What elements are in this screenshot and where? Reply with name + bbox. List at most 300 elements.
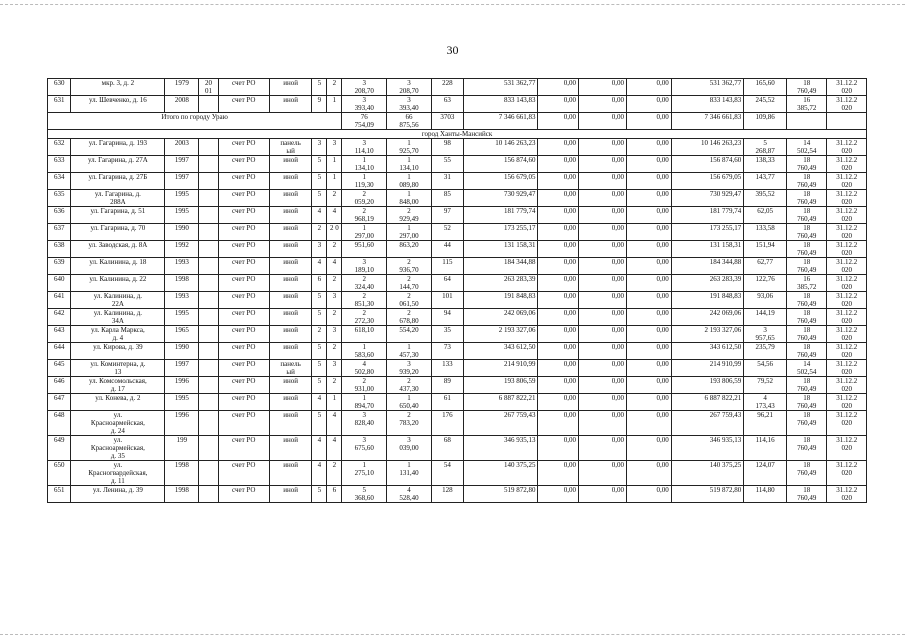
- wall-material: иной: [269, 224, 312, 241]
- cost-total: 140 375,25: [463, 461, 538, 486]
- max-cost-per-sqm: 14 502,54: [786, 139, 827, 156]
- scan-bottom-edge: [0, 634, 905, 635]
- residents: 89: [431, 377, 463, 394]
- commission-year: [199, 258, 218, 275]
- living-area: 1 848,00: [387, 190, 432, 207]
- row-number: 651: [48, 486, 71, 503]
- completion-date: 31.12.2 020: [827, 258, 867, 275]
- build-year: 1992: [165, 241, 199, 258]
- cost-per-sqm: 122,76: [744, 275, 787, 292]
- funds-federal: 0,00: [538, 360, 579, 377]
- total-area: 4 502,80: [342, 360, 387, 377]
- table-row: [48, 207, 867, 224]
- funds-federal: 0,00: [538, 343, 579, 360]
- completion-date: 31.12.2 020: [827, 377, 867, 394]
- account-type: счет РО: [218, 326, 269, 343]
- account-type: счет РО: [218, 96, 269, 113]
- floors: 5: [312, 343, 327, 360]
- build-year: 2003: [165, 139, 199, 156]
- account-type: счет РО: [218, 173, 269, 190]
- cost-per-sqm: 4 173,43: [744, 394, 787, 411]
- address: ул. Гагарина, д. 51: [71, 207, 165, 224]
- account-type: счет РО: [218, 436, 269, 461]
- living-area: 2 678,80: [387, 309, 432, 326]
- commission-year: [199, 173, 218, 190]
- table-row: [48, 436, 867, 461]
- funds-regional: 0,00: [579, 258, 627, 275]
- funds-federal: 0,00: [538, 394, 579, 411]
- floors: 2: [312, 326, 327, 343]
- completion-date: 31.12.2 020: [827, 139, 867, 156]
- cost-per-sqm: 114,16: [744, 436, 787, 461]
- residents: 133: [431, 360, 463, 377]
- commission-year: 20 01: [199, 79, 218, 96]
- account-type: счет РО: [218, 79, 269, 96]
- total-area: 76 754,09: [342, 113, 387, 130]
- owners-funds: 156 874,60: [671, 156, 744, 173]
- funds-federal: 0,00: [538, 96, 579, 113]
- living-area: 1 297,00: [387, 224, 432, 241]
- funds-federal: 0,00: [538, 207, 579, 224]
- commission-year: [199, 377, 218, 394]
- table-row: [48, 96, 867, 113]
- wall-material: иной: [269, 486, 312, 503]
- row-number: 646: [48, 377, 71, 394]
- page-number: 30: [446, 43, 459, 57]
- table-row: [48, 343, 867, 360]
- commission-year: [199, 139, 218, 156]
- total-area: 951,60: [342, 241, 387, 258]
- entrances: 2: [327, 79, 342, 96]
- table-row: [48, 79, 867, 96]
- completion-date: 31.12.2 020: [827, 292, 867, 309]
- entrances: 2: [327, 190, 342, 207]
- living-area: 2 061,50: [387, 292, 432, 309]
- row-number: 641: [48, 292, 71, 309]
- table-row: [48, 156, 867, 173]
- living-area: 3 393,40: [387, 96, 432, 113]
- build-year: 1993: [165, 258, 199, 275]
- max-cost-per-sqm: 18 760,49: [786, 156, 827, 173]
- floors: 2: [312, 224, 327, 241]
- funds-federal: 0,00: [538, 258, 579, 275]
- max-cost-per-sqm: 18 760,49: [786, 224, 827, 241]
- commission-year: [199, 96, 218, 113]
- funds-federal: 0,00: [538, 411, 579, 436]
- funds-regional: 0,00: [579, 326, 627, 343]
- completion-date: 31.12.2 020: [827, 461, 867, 486]
- completion-date: 31.12.2 020: [827, 190, 867, 207]
- address: ул. Заводская, д. 8А: [71, 241, 165, 258]
- funds-federal: 0,00: [538, 292, 579, 309]
- row-number: 633: [48, 156, 71, 173]
- account-type: счет РО: [218, 207, 269, 224]
- housing-register-table: [47, 78, 867, 503]
- build-year: 1998: [165, 275, 199, 292]
- build-year: 1998: [165, 461, 199, 486]
- funds-local: 0,00: [626, 309, 671, 326]
- wall-material: иной: [269, 207, 312, 224]
- entrances: 3: [327, 326, 342, 343]
- wall-material: панель ый: [269, 139, 312, 156]
- cost-per-sqm: 395,52: [744, 190, 787, 207]
- floors: 4: [312, 436, 327, 461]
- residents: 176: [431, 411, 463, 436]
- cost-per-sqm: 165,60: [744, 79, 787, 96]
- max-cost-per-sqm: 18 760,49: [786, 326, 827, 343]
- row-number: 635: [48, 190, 71, 207]
- build-year: 1997: [165, 173, 199, 190]
- wall-material: иной: [269, 326, 312, 343]
- total-area: 2 931,00: [342, 377, 387, 394]
- funds-regional: 0,00: [579, 224, 627, 241]
- commission-year: [199, 326, 218, 343]
- total-area: 2 272,30: [342, 309, 387, 326]
- city-label: город Ханты-Мансийск: [48, 130, 867, 139]
- funds-regional: 0,00: [579, 139, 627, 156]
- funds-regional: 0,00: [579, 207, 627, 224]
- row-number: 647: [48, 394, 71, 411]
- total-area: 1 297,00: [342, 224, 387, 241]
- max-cost-per-sqm: 18 760,49: [786, 461, 827, 486]
- commission-year: [199, 461, 218, 486]
- funds-local: 0,00: [626, 139, 671, 156]
- table-row: [48, 139, 867, 156]
- floors: 5: [312, 486, 327, 503]
- table-row: [48, 326, 867, 343]
- address: мкр. 3, д. 2: [71, 79, 165, 96]
- account-type: счет РО: [218, 309, 269, 326]
- total-area: 1 583,60: [342, 343, 387, 360]
- wall-material: иной: [269, 377, 312, 394]
- row-number: 632: [48, 139, 71, 156]
- funds-local: 0,00: [626, 173, 671, 190]
- funds-local: 0,00: [626, 275, 671, 292]
- funds-local: 0,00: [626, 156, 671, 173]
- max-cost-per-sqm: 18 760,49: [786, 309, 827, 326]
- total-area: 2 324,40: [342, 275, 387, 292]
- residents: 64: [431, 275, 463, 292]
- living-area: 3 039,00: [387, 436, 432, 461]
- owners-funds: 214 910,99: [671, 360, 744, 377]
- address: ул. Гагарина, д. 27А: [71, 156, 165, 173]
- funds-regional: 0,00: [579, 113, 627, 130]
- owners-funds: 730 929,47: [671, 190, 744, 207]
- max-cost-per-sqm: 18 760,49: [786, 173, 827, 190]
- total-area: 5 368,60: [342, 486, 387, 503]
- commission-year: [199, 309, 218, 326]
- owners-funds: 346 935,13: [671, 436, 744, 461]
- cost-total: 191 848,83: [463, 292, 538, 309]
- funds-regional: 0,00: [579, 377, 627, 394]
- owners-funds: 263 283,39: [671, 275, 744, 292]
- floors: 5: [312, 173, 327, 190]
- account-type: счет РО: [218, 343, 269, 360]
- owners-funds: 184 344,88: [671, 258, 744, 275]
- completion-date: 31.12.2 020: [827, 224, 867, 241]
- table-row: [48, 309, 867, 326]
- cost-total: 2 193 327,06: [463, 326, 538, 343]
- completion-date: 31.12.2 020: [827, 173, 867, 190]
- entrances: 4: [327, 207, 342, 224]
- scan-top-edge: [0, 4, 905, 5]
- funds-local: 0,00: [626, 113, 671, 130]
- total-area: 1 134,10: [342, 156, 387, 173]
- wall-material: иной: [269, 394, 312, 411]
- completion-date: 31.12.2 020: [827, 241, 867, 258]
- row-number: 649: [48, 436, 71, 461]
- account-type: счет РО: [218, 411, 269, 436]
- commission-year: [199, 343, 218, 360]
- wall-material: иной: [269, 436, 312, 461]
- row-number: 630: [48, 79, 71, 96]
- address: ул. Коминтерна, д. 13: [71, 360, 165, 377]
- residents: 54: [431, 461, 463, 486]
- address: ул. Красногвардейская, д. 11: [71, 461, 165, 486]
- cost-total: 833 143,83: [463, 96, 538, 113]
- funds-local: 0,00: [626, 190, 671, 207]
- build-year: 1997: [165, 360, 199, 377]
- residents: 73: [431, 343, 463, 360]
- cost-per-sqm: 96,21: [744, 411, 787, 436]
- wall-material: иной: [269, 411, 312, 436]
- owners-funds: 10 146 263,23: [671, 139, 744, 156]
- funds-local: 0,00: [626, 241, 671, 258]
- table-row: [48, 486, 867, 503]
- residents: 94: [431, 309, 463, 326]
- row-number: 631: [48, 96, 71, 113]
- completion-date: 31.12.2 020: [827, 394, 867, 411]
- table-row: [48, 292, 867, 309]
- build-year: 1995: [165, 207, 199, 224]
- commission-year: [199, 486, 218, 503]
- max-cost-per-sqm: 18 760,49: [786, 436, 827, 461]
- residents: 63: [431, 96, 463, 113]
- funds-federal: 0,00: [538, 113, 579, 130]
- entrances: 2: [327, 275, 342, 292]
- entrances: 1: [327, 173, 342, 190]
- funds-local: 0,00: [626, 224, 671, 241]
- wall-material: иной: [269, 156, 312, 173]
- total-area: 3 114,10: [342, 139, 387, 156]
- row-number: 640: [48, 275, 71, 292]
- living-area: 1 089,80: [387, 173, 432, 190]
- entrances: 4: [327, 258, 342, 275]
- funds-local: 0,00: [626, 436, 671, 461]
- cost-total: 267 759,43: [463, 411, 538, 436]
- row-number: 648: [48, 411, 71, 436]
- living-area: 863,20: [387, 241, 432, 258]
- total-area: 618,10: [342, 326, 387, 343]
- max-cost-per-sqm: 18 760,49: [786, 411, 827, 436]
- entrances: 2: [327, 241, 342, 258]
- city-total-row: [48, 113, 867, 130]
- wall-material: иной: [269, 96, 312, 113]
- owners-funds: 193 806,59: [671, 377, 744, 394]
- entrances: 2: [327, 309, 342, 326]
- table-row: [48, 258, 867, 275]
- floors: 9: [312, 96, 327, 113]
- floors: 3: [312, 139, 327, 156]
- row-number: 642: [48, 309, 71, 326]
- max-cost-per-sqm: 18 760,49: [786, 258, 827, 275]
- build-year: 1995: [165, 394, 199, 411]
- floors: 5: [312, 79, 327, 96]
- living-area: 2 783,20: [387, 411, 432, 436]
- funds-regional: 0,00: [579, 343, 627, 360]
- residents: 115: [431, 258, 463, 275]
- wall-material: иной: [269, 343, 312, 360]
- entrances: 1: [327, 96, 342, 113]
- completion-date: 31.12.2 020: [827, 207, 867, 224]
- address: ул. Гагарина, д. 70: [71, 224, 165, 241]
- total-area: 3 828,40: [342, 411, 387, 436]
- address: ул. Красноармейская, д. 35: [71, 436, 165, 461]
- residents: 68: [431, 436, 463, 461]
- commission-year: [199, 156, 218, 173]
- table-row: [48, 360, 867, 377]
- wall-material: иной: [269, 79, 312, 96]
- commission-year: [199, 224, 218, 241]
- account-type: счет РО: [218, 258, 269, 275]
- residents: 35: [431, 326, 463, 343]
- row-number: 650: [48, 461, 71, 486]
- address: ул. Красноармейская, д. 24: [71, 411, 165, 436]
- cost-total: 519 872,80: [463, 486, 538, 503]
- residents: 228: [431, 79, 463, 96]
- build-year: 1965: [165, 326, 199, 343]
- residents: 31: [431, 173, 463, 190]
- address: ул. Калинина, д. 22: [71, 275, 165, 292]
- owners-funds: 2 193 327,06: [671, 326, 744, 343]
- funds-local: 0,00: [626, 343, 671, 360]
- completion-date: 31.12.2 020: [827, 96, 867, 113]
- cost-per-sqm: 245,52: [744, 96, 787, 113]
- living-area: 1 925,70: [387, 139, 432, 156]
- floors: 5: [312, 309, 327, 326]
- wall-material: иной: [269, 258, 312, 275]
- residents: 98: [431, 139, 463, 156]
- address: ул. Комсомольская, д. 17: [71, 377, 165, 394]
- cost-total: 131 158,31: [463, 241, 538, 258]
- residents: 44: [431, 241, 463, 258]
- build-year: 1990: [165, 224, 199, 241]
- funds-federal: 0,00: [538, 156, 579, 173]
- cost-per-sqm: 114,80: [744, 486, 787, 503]
- total-area: 2 968,19: [342, 207, 387, 224]
- cost-per-sqm: 54,56: [744, 360, 787, 377]
- owners-funds: 131 158,31: [671, 241, 744, 258]
- cost-total: 343 612,50: [463, 343, 538, 360]
- commission-year: [199, 241, 218, 258]
- max-cost-per-sqm: 16 385,72: [786, 96, 827, 113]
- owners-funds: 531 362,77: [671, 79, 744, 96]
- table-row: [48, 241, 867, 258]
- wall-material: иной: [269, 309, 312, 326]
- max-cost-per-sqm: 18 760,49: [786, 486, 827, 503]
- build-year: 1997: [165, 156, 199, 173]
- cost-total: 7 346 661,83: [463, 113, 538, 130]
- funds-local: 0,00: [626, 258, 671, 275]
- address: ул. Карла Маркса, д. 4: [71, 326, 165, 343]
- owners-funds: 173 255,17: [671, 224, 744, 241]
- funds-regional: 0,00: [579, 411, 627, 436]
- funds-regional: 0,00: [579, 241, 627, 258]
- funds-federal: 0,00: [538, 461, 579, 486]
- cost-total: 730 929,47: [463, 190, 538, 207]
- row-number: 644: [48, 343, 71, 360]
- residents: 85: [431, 190, 463, 207]
- table-row: [48, 190, 867, 207]
- wall-material: иной: [269, 190, 312, 207]
- total-area: 1 119,30: [342, 173, 387, 190]
- cost-per-sqm: 62,05: [744, 207, 787, 224]
- wall-material: иной: [269, 292, 312, 309]
- owners-funds: 833 143,83: [671, 96, 744, 113]
- total-area: 3 208,70: [342, 79, 387, 96]
- entrances: 6: [327, 486, 342, 503]
- wall-material: панель ый: [269, 360, 312, 377]
- residents: 3703: [431, 113, 463, 130]
- total-area: 3 675,60: [342, 436, 387, 461]
- cost-total: 214 910,99: [463, 360, 538, 377]
- cost-per-sqm: 5 268,87: [744, 139, 787, 156]
- residents: 52: [431, 224, 463, 241]
- funds-federal: 0,00: [538, 309, 579, 326]
- funds-federal: 0,00: [538, 486, 579, 503]
- address: ул. Ленина, д. 39: [71, 486, 165, 503]
- funds-regional: 0,00: [579, 394, 627, 411]
- wall-material: иной: [269, 275, 312, 292]
- funds-regional: 0,00: [579, 190, 627, 207]
- owners-funds: 140 375,25: [671, 461, 744, 486]
- funds-federal: 0,00: [538, 326, 579, 343]
- table-row: [48, 275, 867, 292]
- city-header-row: [48, 130, 867, 139]
- living-area: 2 929,49: [387, 207, 432, 224]
- funds-federal: 0,00: [538, 241, 579, 258]
- floors: 4: [312, 258, 327, 275]
- row-number: 639: [48, 258, 71, 275]
- residents: 61: [431, 394, 463, 411]
- account-type: счет РО: [218, 377, 269, 394]
- table-row: [48, 377, 867, 394]
- floors: 4: [312, 394, 327, 411]
- completion-date: 31.12.2 020: [827, 486, 867, 503]
- entrances: 2: [327, 461, 342, 486]
- account-type: счет РО: [218, 241, 269, 258]
- entrances: 4: [327, 436, 342, 461]
- funds-regional: 0,00: [579, 96, 627, 113]
- funds-regional: 0,00: [579, 461, 627, 486]
- cost-per-sqm: 79,52: [744, 377, 787, 394]
- owners-funds: 343 612,50: [671, 343, 744, 360]
- owners-funds: 156 679,05: [671, 173, 744, 190]
- table-row: [48, 394, 867, 411]
- max-cost-per-sqm: 18 760,49: [786, 377, 827, 394]
- address: ул. Гагарина, д. 27Б: [71, 173, 165, 190]
- build-year: 1979: [165, 79, 199, 96]
- funds-regional: 0,00: [579, 292, 627, 309]
- commission-year: [199, 275, 218, 292]
- living-area: 1 457,30: [387, 343, 432, 360]
- floors: 5: [312, 360, 327, 377]
- floors: 5: [312, 377, 327, 394]
- completion-date: 31.12.2 020: [827, 275, 867, 292]
- completion-date: 31.12.2 020: [827, 79, 867, 96]
- funds-federal: 0,00: [538, 224, 579, 241]
- owners-funds: 519 872,80: [671, 486, 744, 503]
